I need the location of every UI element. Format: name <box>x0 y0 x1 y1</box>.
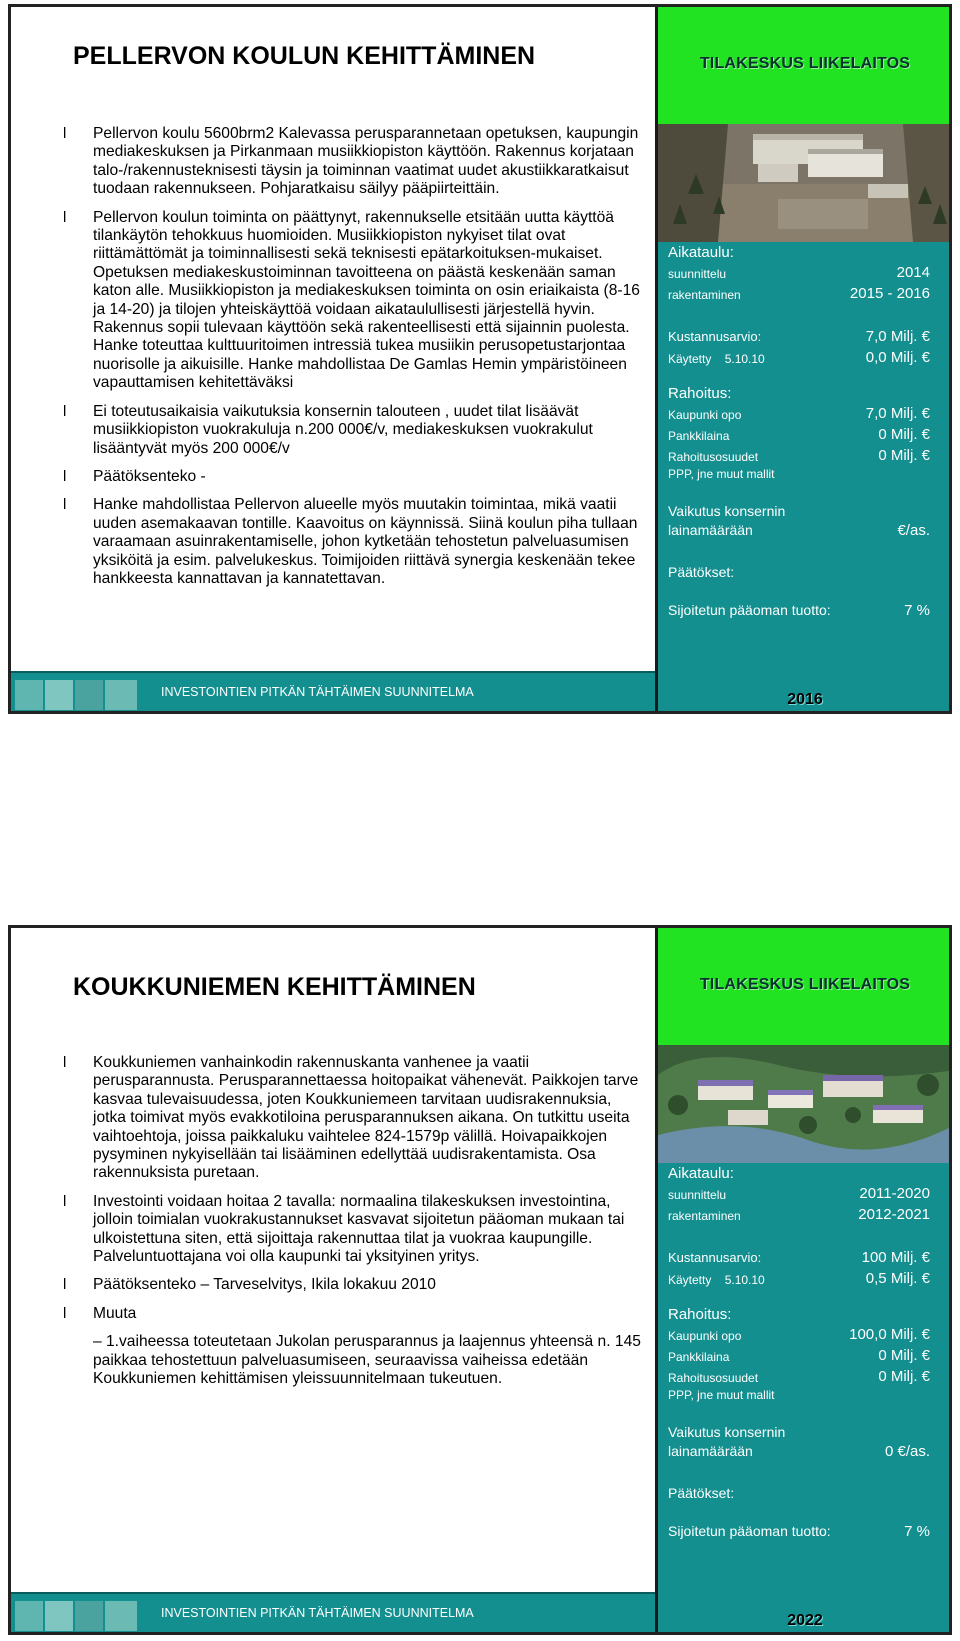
label: Sijoitetun pääoman tuotto: <box>668 602 831 618</box>
label: Pankkilaina <box>668 1350 730 1364</box>
header-banner <box>658 928 952 1045</box>
value: 2011-2020 <box>859 1185 930 1202</box>
value: 100 Milj. € <box>861 1249 930 1266</box>
header-title: TILAKESKUS LIIKELAITOS <box>699 976 911 993</box>
list-item <box>63 1305 643 1323</box>
bullet-list <box>63 125 643 598</box>
bullet-list <box>63 1054 643 1399</box>
label: Päätökset: <box>668 564 735 580</box>
label: Käytetty 5.10.10 <box>668 352 765 366</box>
bullet-marker: l <box>63 467 67 485</box>
value: €/as. <box>897 522 930 539</box>
header-title: TILAKESKUS LIIKELAITOS <box>699 55 911 72</box>
label: Rahoitusosuudet <box>668 450 759 464</box>
bullet-marker: l <box>63 208 67 226</box>
label: Päätökset: <box>668 1485 735 1501</box>
label: Kustannusarvio: <box>668 329 762 344</box>
list-item <box>63 496 643 588</box>
value: 0,5 Milj. € <box>865 1270 930 1287</box>
slide-content <box>11 928 655 1592</box>
bullet-marker: l <box>63 402 67 420</box>
building-photo <box>658 124 952 242</box>
slide-koukkuniemi <box>8 925 952 1635</box>
building-photo <box>658 1045 952 1163</box>
label: Rahoitusosuudet <box>668 1371 759 1385</box>
label: Aikataulu: <box>668 1165 734 1182</box>
label: Vaikutus konsernin <box>668 1424 786 1440</box>
value: 7,0 Milj. € <box>865 405 930 422</box>
bullet-text: – 1.vaiheessa toteutetaan Jukolan perusparannus ja laajennus yhteensä n. 145 paikkaa tehostettuun palveluasumiseen, seuraavissa vaiheissa edetään Koukkuniemen kehittämisen yleissuunnitelmaan tukeutuen. <box>93 1333 641 1388</box>
bullet-marker: l <box>63 1192 67 1210</box>
list-item <box>63 209 643 393</box>
value: 0 Milj. € <box>878 447 930 464</box>
bullet-text: Investointi voidaan hoitaa 2 tavalla: normaalina tilakeskuksen investointina, jolloin toimialan vuokrakustannukset kasvavat sijoitetun pääoman mukaan tai ulkoistettuna siten, että sijoittaja rakennuttaa tilat ja vuokraa kaupungille. Palveluntuottajana voi olla kaupunki tai yksityinen yritys. <box>93 1192 625 1266</box>
label: Sijoitetun pääoman tuotto: <box>668 1523 831 1539</box>
value: 0 Milj. € <box>878 426 930 443</box>
bullet-text: Pellervon koulun toiminta on päättynyt, rakennukselle etsitään uutta käyttöä tilankäytön tehokkuus huomioiden. Musiikkiopiston nykyiset tilat ovat riittämättömät ja toiminnallisesti sekä teknisesti epätarkoituksen-mukaiset. Opetuksen mediakeskustoiminnan tavoitteena on päästä keskenään saman katon alle. Musiikkiopiston ja mediakeskuksen toiminta on osin eriaikaista (8-16 ja 14-20) ja tilojen yhteiskäyttöä voidaan aikataulullisesti järjestellä hyvin. Rakennus sopii tulevaan käyttöön sekä rakenteellisesti että sijainnin puolesta. Hanke toteuttaa kulttuuritoimen intressiä tukea musiikin perusopetustarjontaa nuorisolle ja aikuisille. Hanke mahdollistaa De Gamlas Hemin ympäristöineen vapauttamisen kehitettäväksi <box>93 208 640 392</box>
bullet-text: Päätöksenteko - <box>93 467 206 485</box>
label: Pankkilaina <box>668 429 730 443</box>
label: Vaikutus konsernin <box>668 503 786 519</box>
label: lainamäärään <box>668 1443 753 1459</box>
bullet-text: Koukkuniemen vanhainkodin rakennuskanta vanhenee ja vaatii perusparannusta. Perusparannettaessa hoitopaikat vähenevät. Paikkojen tarve kasvaa tulevaisuudessa, joten Koukkuniemeen tarvitaan uudisrakennuksia, jotka toimivat myös evakkotiloina perusparannuksen aikana. On tutkittu useita vaihtoehtoja, joissa paikkaluku vaihtelee 824-1579p välillä. Hoivapaikkojen pysyminen nykyisellään tai lisääminen edellyttää uudisrakentamista. Osa rakennuksista puretaan. <box>93 1054 639 1182</box>
list-item <box>63 1276 643 1294</box>
label: Käytetty 5.10.10 <box>668 1273 765 1287</box>
value: 0,0 Milj. € <box>865 349 930 366</box>
bullet-marker: l <box>63 496 67 514</box>
footer-text: INVESTOINTIEN PITKÄN TÄHTÄIMEN SUUNNITELMA <box>161 685 474 699</box>
list-item <box>63 468 643 486</box>
bullet-marker: l <box>63 125 67 142</box>
value: 0 €/as. <box>884 1443 930 1460</box>
footer-thumbnails <box>11 1598 141 1633</box>
slide-content <box>11 7 655 671</box>
bullet-marker: l <box>63 1304 67 1322</box>
list-item <box>63 403 643 458</box>
label: PPP, jne muut mallit <box>668 1388 775 1402</box>
label: Kustannusarvio: <box>668 1250 762 1265</box>
footer-thumbnails <box>11 677 141 712</box>
bullet-text: Pellervon koulu 5600brm2 Kalevassa perusparannetaan opetuksen, kaupungin mediakeskuksen ja Pirkanmaan musiikkiopiston käyttöön. Rakennus korjataan talo-/rakennusteknisesti täysin ja toiminnan vaatimat uudet akustiikkaratkaisut tuodaan rakennukseen. Pohjaratkaisu säilyy pääpiirteittäin. <box>93 125 639 198</box>
label: suunnittelu <box>668 267 727 281</box>
value: 7 % <box>904 1523 930 1540</box>
label: lainamäärään <box>668 522 753 538</box>
value: 2015 - 2016 <box>849 285 930 302</box>
school-aerial-photo <box>658 124 952 242</box>
value: 2014 <box>896 264 930 281</box>
bullet-text: Ei toteutusaikaisia vaikutuksia konsernin talouteen , uudet tilat lisäävät musiikkiopiston vuokrakuluja n.200 000€/v, mediakeskuksen vuokrakulut lisääntyvät myös 200 000€/v <box>93 402 593 457</box>
year-box <box>655 1592 952 1635</box>
footer-text: INVESTOINTIEN PITKÄN TÄHTÄIMEN SUUNNITELMA <box>161 1606 474 1620</box>
slide-title: KOUKKUNIEMEN KEHITTÄMINEN <box>73 973 476 1001</box>
list-item <box>63 125 643 199</box>
year-label: 2016 <box>787 691 823 708</box>
year-box <box>655 671 952 714</box>
value: 7,0 Milj. € <box>865 328 930 345</box>
label: Kaupunki opo <box>668 1329 742 1343</box>
value: 7 % <box>904 602 930 619</box>
bullet-text: Hanke mahdollistaa Pellervon alueelle myös muutakin toimintaa, mikä vaatii uuden asemakaavan tontille. Kaavoitus on käynnissä. Siinä koulun piha tullaan varaamaan asuinrakentamiselle, johon kytketään tehostetun palveluasumisen yksiköitä ja esim. palvelukeskus. Toimijoiden riittävä synergia keskenään tekee hankkeesta kannattavan ja kannatettavan. <box>93 496 638 587</box>
label: rakentaminen <box>668 1209 741 1223</box>
label: Kaupunki opo <box>668 408 742 422</box>
label: Rahoitus: <box>668 1306 732 1323</box>
list-item <box>63 1333 643 1388</box>
header-banner <box>658 7 952 124</box>
value: 100,0 Milj. € <box>849 1326 930 1343</box>
bullet-text: Päätöksenteko – Tarveselvitys, Ikila lokakuu 2010 <box>93 1276 436 1294</box>
bullet-marker: l <box>63 1054 67 1071</box>
bullet-marker: l <box>63 1276 67 1294</box>
slide-pellervo <box>8 4 952 714</box>
campus-aerial-photo <box>658 1045 952 1163</box>
list-item <box>63 1193 643 1267</box>
bullet-text: Muuta <box>93 1304 137 1322</box>
value: 0 Milj. € <box>878 1347 930 1364</box>
label: PPP, jne muut mallit <box>668 467 775 481</box>
list-item <box>63 1054 643 1183</box>
slide-title: PELLERVON KOULUN KEHITTÄMINEN <box>73 42 536 70</box>
project-info-panel <box>655 7 952 671</box>
label: Aikataulu: <box>668 244 734 261</box>
label: suunnittelu <box>668 1188 727 1202</box>
label: Rahoitus: <box>668 385 732 402</box>
label: rakentaminen <box>668 288 741 302</box>
value: 2012-2021 <box>858 1206 930 1223</box>
project-info-panel <box>655 928 952 1592</box>
value: 0 Milj. € <box>878 1368 930 1385</box>
year-label: 2022 <box>787 1612 823 1629</box>
